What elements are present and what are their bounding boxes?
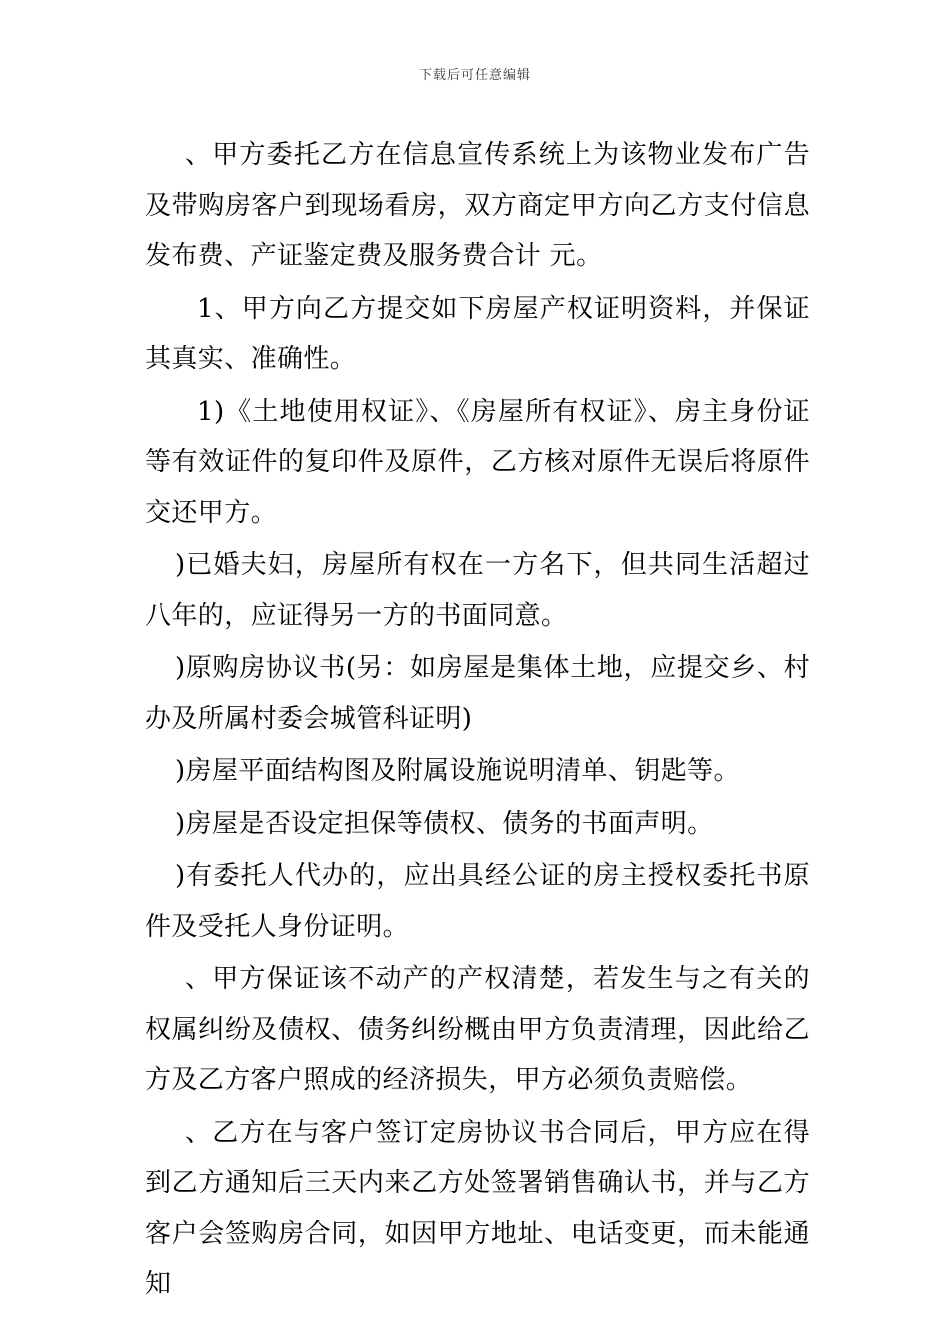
paragraph-ownership-documents: 1、甲方向乙方提交如下房屋产权证明资料，并保证其真实、准确性。	[145, 293, 810, 374]
paragraph-title-guarantee: 、甲方保证该不动产的产权清楚，若发生与之有关的权属纠纷及债权、债务纠纷概由甲方负责清理，因此给乙方及乙方客户照成的经济损失，甲方必须负责赔偿。	[145, 964, 810, 1095]
paragraph-sales-confirmation: 、乙方在与客户签订定房协议书合同后，甲方应在得到乙方通知后三天内来乙方处签署销售确认书，并与乙方客户会签购房合同，如因甲方地址、电话变更，而未能通知	[145, 1117, 810, 1299]
document-body	[145, 130, 810, 1312]
page-header-note: 下载后可任意编辑	[418, 68, 531, 83]
paragraph-service-fee: 、甲方委托乙方在信息宣传系统上为该物业发布广告及带购房客户到现场看房，双方商定甲方向乙方支付信息发布费、产证鉴定费及服务费合计 元。	[145, 140, 810, 271]
paragraph-certificates: 1)《土地使用权证》、《房屋所有权证》、房主身份证等有效证件的复印件及原件，乙方核对原件无误后将原件交还甲方。	[145, 396, 810, 528]
paragraph-original-agreement: )原购房协议书(另：如房屋是集体土地，应提交乡、村办及所属村委会城管科证明)	[145, 653, 810, 734]
paragraph-guarantee-statement: )房屋是否设定担保等债权、债务的书面声明。	[175, 808, 714, 839]
paragraph-married-couple: )已婚夫妇，房屋所有权在一方名下，但共同生活超过八年的，应证得另一方的书面同意。	[145, 550, 810, 631]
paragraph-power-of-attorney: )有委托人代办的，应出具经公证的房主授权委托书原件及受托人身份证明。	[145, 861, 810, 942]
paragraph-floor-plan: )房屋平面结构图及附属设施说明清单、钥匙等。	[175, 756, 740, 786]
